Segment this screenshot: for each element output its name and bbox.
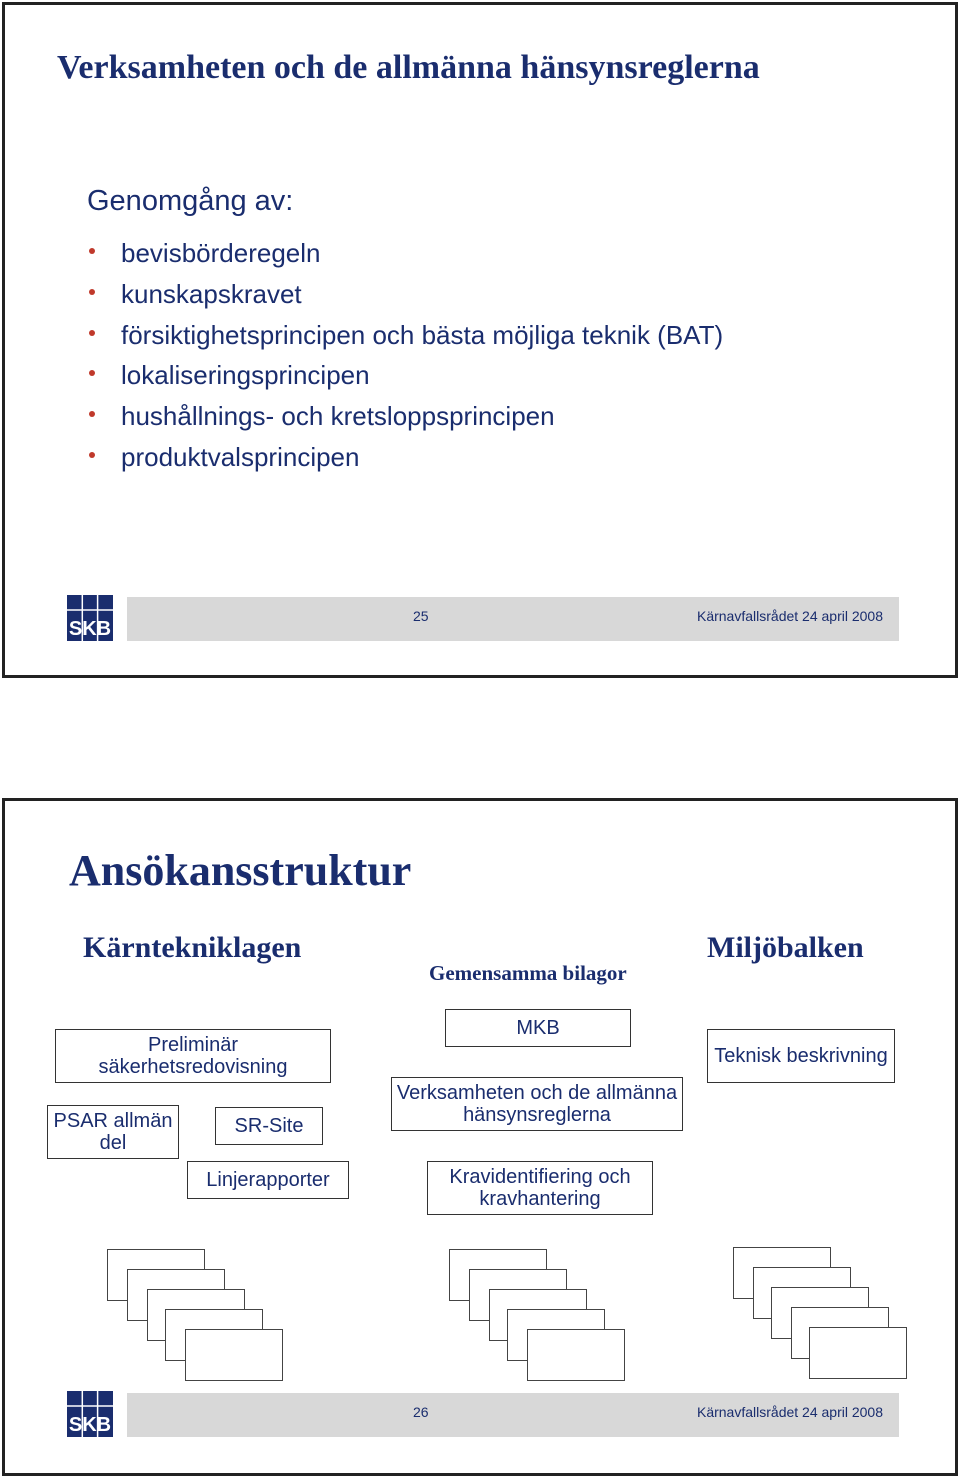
page-number: 26 — [413, 1404, 429, 1420]
bullet-icon — [89, 289, 95, 295]
document-icon — [527, 1329, 625, 1381]
bullet-text: lokaliseringsprincipen — [121, 360, 370, 391]
list-item — [89, 233, 723, 274]
list-item — [89, 437, 723, 478]
column-heading-middle: Gemensamma bilagor — [429, 961, 627, 985]
page-number: 25 — [413, 608, 429, 624]
intro-text: Genomgång av: — [87, 185, 294, 217]
document-icon — [185, 1329, 283, 1381]
bullet-icon — [89, 248, 95, 254]
footer-note: Kärnavfallsrådet 24 april 2008 — [696, 608, 883, 624]
footer-note: Kärnavfallsrådet 24 april 2008 — [696, 1404, 883, 1420]
teknisk-beskrivning-box: Teknisk beskrivning — [707, 1029, 895, 1083]
srsite-box: SR-Site — [215, 1107, 323, 1145]
slide-footer — [67, 1391, 899, 1439]
column-heading-right: Miljöbalken — [707, 931, 864, 964]
skb-logo-icon — [67, 595, 113, 641]
svg-text:SKB: SKB — [68, 618, 112, 640]
bullet-icon — [89, 330, 95, 336]
prelim-box: Preliminär säkerhetsredovisning — [55, 1029, 331, 1083]
bullet-text: försiktighetsprincipen och bästa möjliga teknik (BAT) — [121, 319, 724, 350]
kravidentifiering-box: Kravidentifiering och kravhantering — [427, 1161, 653, 1215]
bullet-text: produktvalsprincipen — [121, 441, 360, 472]
list-item — [89, 315, 723, 356]
slide-footer — [67, 595, 899, 643]
column-heading-left: Kärntekniklagen — [83, 931, 302, 964]
bullet-icon — [89, 370, 95, 376]
slide-title: Ansökansstruktur — [69, 846, 412, 895]
bullet-text: hushållnings- och kretsloppsprincipen — [121, 401, 555, 432]
slide-title: Verksamheten och de allmänna hänsynsreglerna — [57, 49, 760, 86]
list-item — [89, 355, 723, 396]
svg-text:SKB: SKB — [68, 1414, 112, 1436]
list-item — [89, 396, 723, 437]
bullet-list — [89, 233, 723, 478]
slide-1 — [2, 2, 958, 678]
skb-logo-icon — [67, 1391, 113, 1437]
verksamheten-box: Verksamheten och de allmänna hänsynsreglerna — [391, 1077, 683, 1131]
psar-box: PSAR allmän del — [47, 1105, 179, 1159]
document-icon — [809, 1327, 907, 1379]
slide-2 — [2, 798, 958, 1476]
bullet-icon — [89, 452, 95, 458]
mkb-box: MKB — [445, 1009, 631, 1047]
list-item — [89, 274, 723, 315]
linjerapporter-box: Linjerapporter — [187, 1161, 349, 1199]
bullet-text: kunskapskravet — [121, 278, 302, 309]
bullet-text: bevisbörderegeln — [121, 238, 321, 268]
bullet-icon — [89, 411, 95, 417]
